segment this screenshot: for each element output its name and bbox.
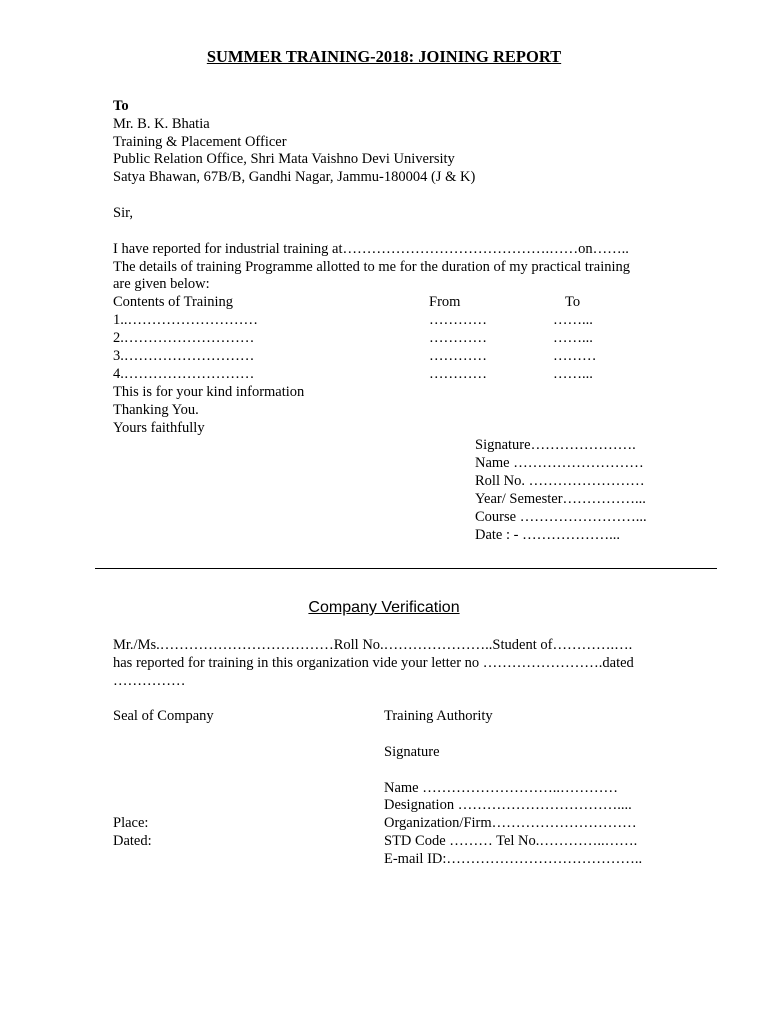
closing-yours: Yours faithfully xyxy=(113,420,205,436)
year-semester-field: Year/ Semester……………... xyxy=(475,491,646,507)
table-row-to: ……... xyxy=(553,312,593,328)
email-field: E-mail ID:………………………………….. xyxy=(384,851,643,867)
table-row-item: 4.……………………… xyxy=(113,366,255,382)
salutation: Sir, xyxy=(113,205,133,221)
address-to: To xyxy=(113,98,129,114)
reported-line: I have reported for industrial training at…………………………………….……on…….. xyxy=(113,241,629,257)
table-header-from: From xyxy=(429,294,461,310)
place-label: Place: xyxy=(113,815,149,831)
table-row-to: ……… xyxy=(553,348,597,364)
verification-line-3: …………… xyxy=(113,673,186,689)
roll-no-field: Roll No. …………………… xyxy=(475,473,645,489)
addressee-designation: Training & Placement Officer xyxy=(113,134,287,150)
details-line-1: The details of training Programme allotted to me for the duration of my practical training xyxy=(113,259,631,275)
std-tel-field: STD Code ……… Tel No.…………..……. xyxy=(384,833,638,849)
table-header-contents: Contents of Training xyxy=(113,294,234,310)
addressee-street: Satya Bhawan, 67B/B, Gandhi Nagar, Jammu-180004 (J & K) xyxy=(113,169,476,185)
name-field: Name ……………………… xyxy=(475,455,644,471)
table-row-to: ……... xyxy=(553,330,593,346)
organization-field: Organization/Firm………………………… xyxy=(384,815,637,831)
date-field: Date : - ………………... xyxy=(475,527,620,543)
addressee-name: Mr. B. K. Bhatia xyxy=(113,116,210,132)
details-line-2: are given below: xyxy=(113,276,210,292)
table-header-to: To xyxy=(565,294,581,310)
course-field: Course ……………………... xyxy=(475,509,647,525)
table-row-item: 3.……………………… xyxy=(113,348,255,364)
page-title: SUMMER TRAINING-2018: JOINING REPORT xyxy=(206,47,562,66)
table-row-item: 2.……………………… xyxy=(113,330,255,346)
closing-info: This is for your kind information xyxy=(113,384,305,400)
table-row-item: 1..……………………… xyxy=(113,312,258,328)
seal-of-company: Seal of Company xyxy=(113,708,214,724)
table-row-from: ………… xyxy=(429,330,487,346)
authority-signature: Signature xyxy=(384,744,440,760)
table-row-from: ………… xyxy=(429,348,487,364)
designation-field: Designation …………………………….... xyxy=(384,797,632,813)
verification-line-2: has reported for training in this organization vide your letter no …………………….dated xyxy=(113,655,634,671)
company-verification-heading: Company Verification xyxy=(308,599,460,616)
closing-thanks: Thanking You. xyxy=(113,402,199,418)
table-row-from: ………… xyxy=(429,312,487,328)
authority-name-field: Name ………………………..………… xyxy=(384,780,618,796)
verification-line-1: Mr./Ms.………………………………Roll No.…………………..Student of………….…. xyxy=(113,637,633,653)
table-row-from: ………… xyxy=(429,366,487,382)
addressee-office: Public Relation Office, Shri Mata Vaishno Devi University xyxy=(113,151,455,167)
training-authority: Training Authority xyxy=(384,708,493,724)
signature-field: Signature…………………. xyxy=(475,437,636,453)
table-row-to: ……... xyxy=(553,366,593,382)
dated-label: Dated: xyxy=(113,833,152,849)
section-divider xyxy=(95,568,717,569)
